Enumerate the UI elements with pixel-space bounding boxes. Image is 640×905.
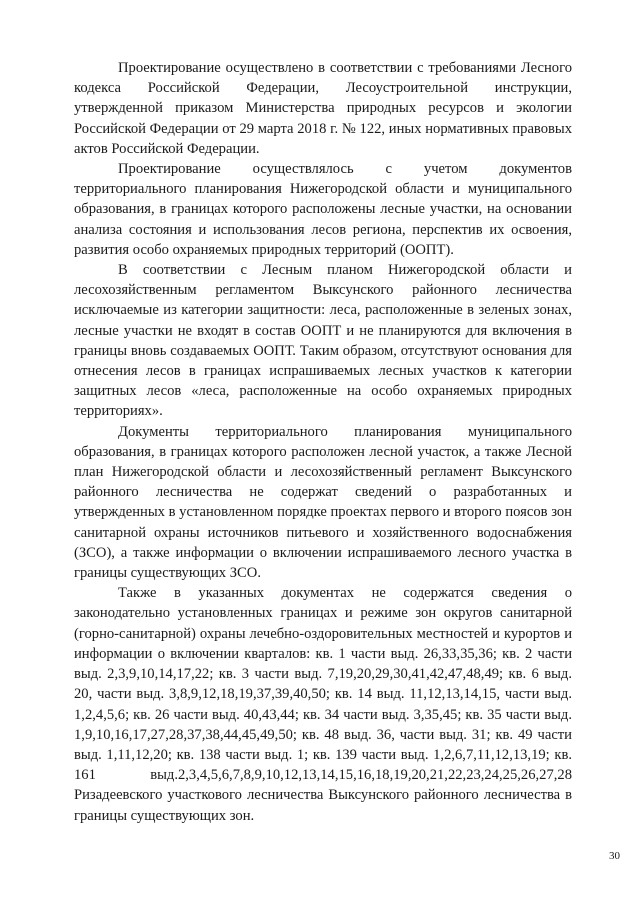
paragraph-sanitary-zones: Документы территориального планирования муниципального образования, в границах которого расположен лесной участок, а также Лесной план Нижегородской области и лесохозяйственный регламент Выксунского районного лесничества не содержат сведений о разработанных и утвержденных в установленном порядке проектах первого и второго поясов зон санитарной охраны источников питьевого и хозяйственного водоснабжения (ЗСО), а также информации о включении испрашиваемого лесного участка в границы существующих ЗСО. <box>74 423 572 582</box>
paragraph-design-basis: Проектирование осуществлено в соответствии с требованиями Лесного кодекса Российской Федерации, Лесоустроительной инструкции, утвержденной приказом Министерства природных ресурсов и экологии Российской Федерации от 29 марта 2018 г. № 122, иных нормативных правовых актов Российской Федерации. <box>74 60 572 157</box>
paragraph-territorial-planning: Проектирование осуществлялось с учетом документов территориального планирования Нижегородской области и муниципального образования, в границах которого расположены лесные участки, на основании анализа состояния и использования лесов региона, перспектив их освоения, развития особо охраняемых природных территорий (ООПТ). <box>74 161 572 258</box>
paragraph-resort-zones: Также в указанных документах не содержатся сведения о законодательно установленных границах и режиме зон округов санитарной (горно-санитарной) охраны лечебно-оздоровительных местностей и курортов и информации о включении кварталов: кв. 1 части выд. 26,33,35,36; кв. 2 части выд. 2,3,9,10,14,17,22; кв. 3 части выд. 7,19,20,29,30,41,42,47,48,49; кв. 6 выд. 20, части выд. 3,8,9,12,18,19,37,39,40,50; кв. 14 выд. 11,12,13,14,15, части выд. 1,2,4,5,6; кв. 26 части выд. 40,43,44; кв. 34 части выд. 3,35,45; кв. 35 части выд. 1,9,10,16,17,27,28,37,38,44,45,49,50; кв. 48 выд. 36, части выд. 31; кв. 49 части выд. 1,11,12,20; кв. 138 части выд. 1; кв. 139 части выд. 1,2,6,7,11,12,13,19; кв. 161 выд.2,3,4,5,6,7,8,9,10,12,13,14,15,16,18,19,20,21,22,23,24,25,26,27,28 Ризадеевского участкового лесничества Выксунского районного лесничества в границы существующих зон. <box>74 585 572 824</box>
paragraph-forest-plan: В соответствии с Лесным планом Нижегородской области и лесохозяйственным регламентом Выксунского районного лесничества исключаемые из категории защитности: леса, расположенные в зеленых зонах, лесные участки не входят в состав ООПТ и не планируются для включения в границы вновь создаваемых ООПТ. Таким образом, отсутствуют основания для отнесения лесов в границах испрашиваемых лесных участков к категории защитных лесов «леса, расположенные на особо охраняемых природных территориях». <box>74 262 572 420</box>
page-number: 30 <box>609 850 620 862</box>
document-body <box>74 58 572 826</box>
